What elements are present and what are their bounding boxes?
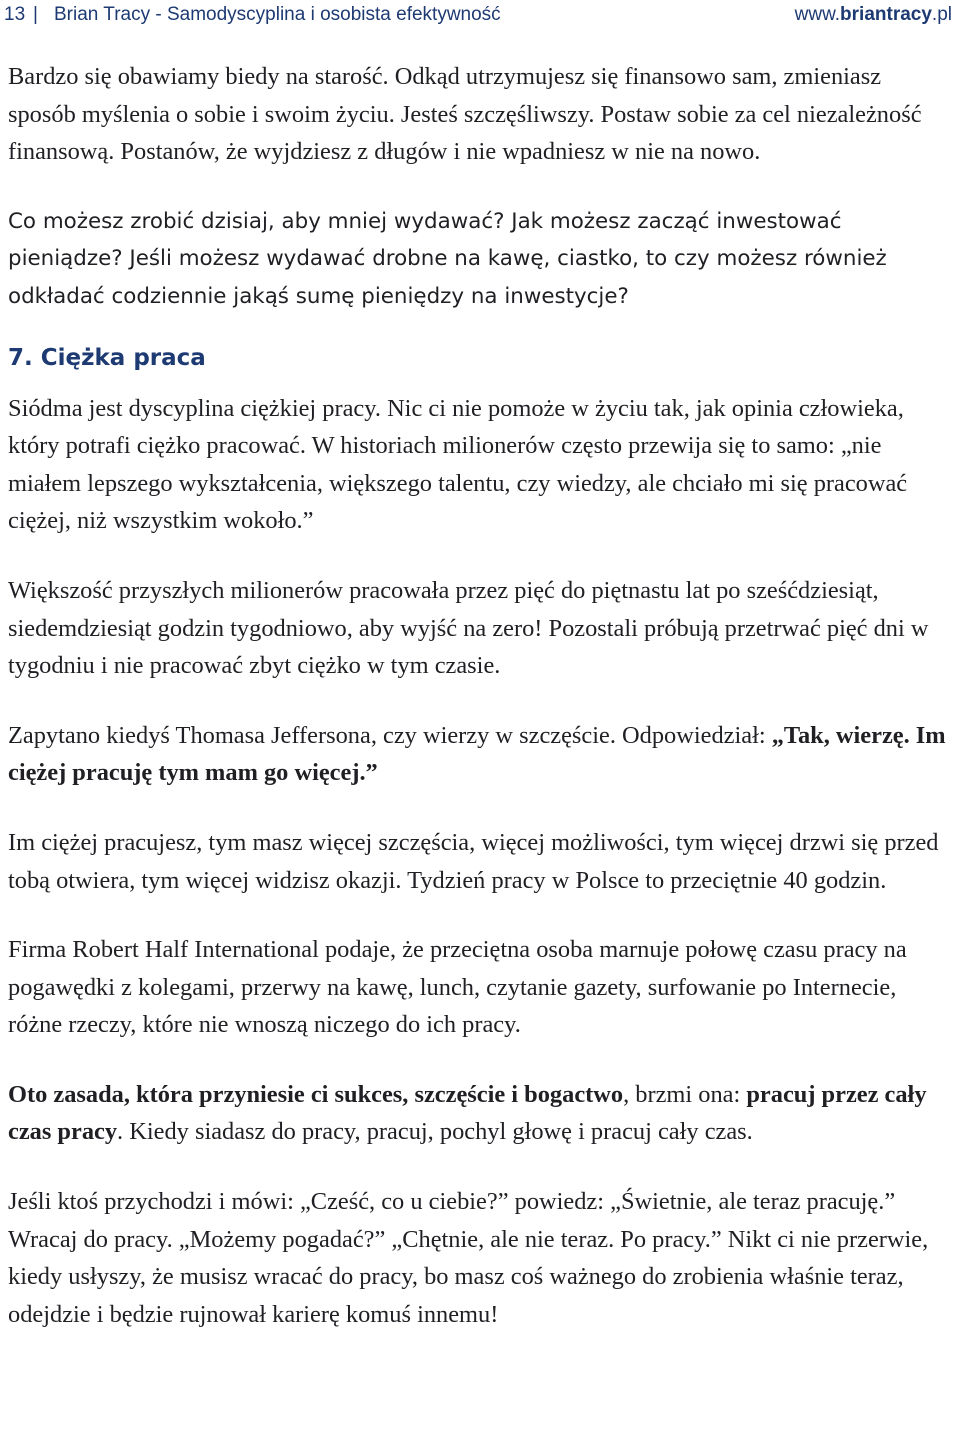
page-content — [8, 58, 954, 1333]
book-title: Brian Tracy - Samodyscyplina i osobista efektywność — [54, 4, 501, 25]
rule-statement: pracuj przez cały czas pracy — [8, 1080, 927, 1146]
rule-tail: . Kiedy siadasz do pracy, pracuj, pochyl głowę i pracuj cały czas. — [117, 1118, 753, 1146]
jefferson-intro: Zapytano kiedyś Thomasa Jeffersona, czy wierzy w szczęście. Odpowiedział: — [8, 721, 772, 749]
paragraph-robert-half: Firma Robert Half International podaje, że przeciętna osoba marnuje połowę czasu pracy na pogawędki z kolegami, przerwy na kawę, lunch, czytanie gazety, surfowanie po Internecie, różne rzeczy, które nie wnoszą niczego do ich pracy. — [8, 936, 907, 1039]
rule-lead: Oto zasada, która przyniesie ci sukces, szczęście i bogactwo — [8, 1080, 624, 1108]
paragraph-jefferson — [8, 717, 954, 792]
paragraph-interruptions: Jeśli ktoś przychodzi i mówi: „Cześć, co u ciebie?” powiedz: „Świetnie, ale teraz pracuję.” Wracaj do pracy. „Możemy pogadać?” „Chętnie, ale nie teraz. Po pracy.” Nikt ci nie przerwie, kiedy usłyszy, że musisz wracać do pracy, bo masz coś ważnego do zrobienia właśnie teraz, odejdzie i będzie rujnował karierę komuś innemu! — [8, 1188, 929, 1328]
paragraph-financial-independence: Bardzo się obawiamy biedy na starość. Odkąd utrzymujesz się finansowo sam, zmieniasz sposób myślenia o sobie i swoim życiu. Jesteś szczęśliwszy. Postaw sobie za cel niezależność finansową. Postanów, że wyjdziesz z długów i nie wpadniesz w nie na nowo. — [8, 63, 922, 166]
rule-connector: , brzmi ona: — [623, 1080, 747, 1108]
jefferson-quote: „Tak, wierzę. Im ciężej pracuję tym mam go więcej.” — [8, 721, 946, 787]
section-heading: 7. Ciężka praca — [8, 344, 206, 371]
paragraph-millionaires: Większość przyszłych milionerów pracowała przez pięć do piętnastu lat po sześćdziesiąt, siedemdziesiąt godzin tygodniowo, aby wyjść na zero! Pozostali próbują przetrwać pięć dni w tygodniu i nie pracować zbyt ciężko w tym czasie. — [8, 576, 929, 680]
page-number: 13 — [4, 4, 26, 25]
paragraph-saving-questions: Co możesz zrobić dzisiaj, aby mniej wydawać? Jak możesz zacząć inwestować pieniądze? Jeśli możesz wydawać drobne na kawę, ciastko, to czy możesz również odkładać codziennie jakąś sumę pieniędzy na inwestycje? — [8, 208, 887, 309]
page-header — [0, 4, 956, 32]
url-brand: briantracy — [840, 4, 932, 25]
website-link[interactable] — [795, 4, 952, 26]
header-separator: | — [33, 4, 38, 25]
paragraph-hard-work: Siódma jest dyscyplina ciężkiej pracy. Nic ci nie pomoże w życiu tak, jak opinia człowieka, który potrafi ciężko pracować. W historiach milionerów często przewija się to samo: „nie miałem lepszego wykształcenia, większego talentu, czy wiedzy, ale chciało mi się pracować ciężej, niż wszystkim wokoło.” — [8, 394, 908, 535]
url-suffix: .pl — [931, 4, 952, 25]
paragraph-luck: Im ciężej pracujesz, tym masz więcej szczęścia, więcej możliwości, tym więcej drzwi się przed tobą otwiera, tym więcej widzisz okazji. Tydzień pracy w Polsce to przeciętnie 40 godzin. — [8, 828, 939, 894]
paragraph-rule — [8, 1076, 954, 1151]
url-prefix: www. — [794, 4, 841, 25]
